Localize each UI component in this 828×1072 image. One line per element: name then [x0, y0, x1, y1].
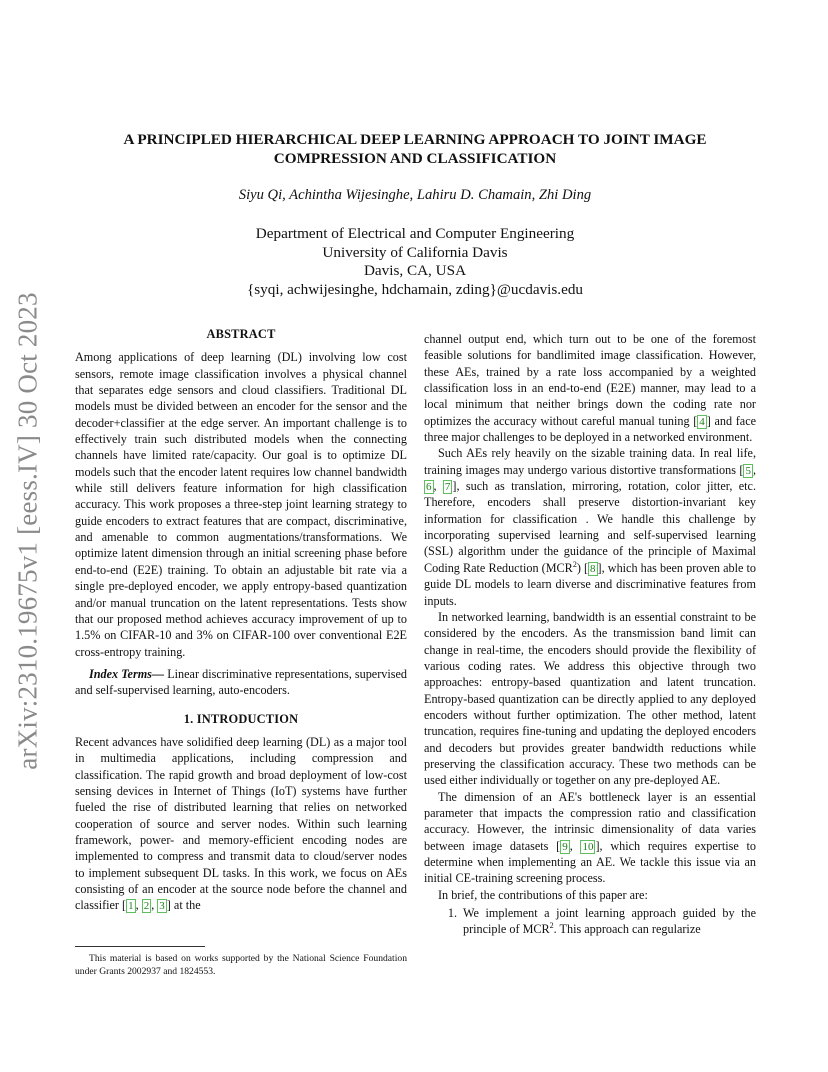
paragraph: channel output end, which turn out to be one of the foremost feasible solutions for bandlimited image classification. However, these AEs, trained by a rate loss accompanied by a weighted classification loss in an end-to-end (E2E) manner, may lead to a local minimum that neither brings down the coding rate nor optimizes the accuracy without careful manual tuning [ 4 ] and face three major challenges to be deployed in a networked environment. — [424, 332, 757, 445]
contribution-text — [463, 905, 756, 938]
paragraph-text: , such as translation, mirroring, rotation, color jitter, etc. Therefore, encoders shall preserve distortion-invariant key information for classification . We handle this challenge by incorporating supervised learning and self-supervised learning (SSL) algorithm under the guidance of the principle of Maximal Coding Rate Reduction (MCR — [424, 479, 757, 575]
citation-link[interactable]: 6 — [426, 481, 432, 494]
paragraph-text: , which has been proven able to guide DL models to learn diverse and discriminative features from inputs. — [424, 560, 756, 608]
footnote — [75, 946, 407, 978]
title-line-2: COMPRESSION AND CLASSIFICATION — [273, 150, 557, 167]
affiliation-emails: {syqi, achwijesinghe, hdchamain, zding}@ucdavis.edu — [246, 281, 584, 299]
superscript: 2 — [549, 921, 554, 931]
arxiv-sidebar — [0, 286, 56, 776]
index-terms-label: Index Terms— — [89, 666, 165, 681]
contribution-number: 1. — [447, 906, 457, 921]
paragraph-text: ) — [576, 560, 584, 575]
citation-link[interactable]: 9 — [562, 840, 568, 853]
citation-link[interactable]: 8 — [590, 562, 596, 575]
intro-heading: 1. INTRODUCTION — [183, 711, 299, 726]
paragraph-text: We implement a joint learning approach guided by the principle of MCR — [463, 906, 756, 937]
affiliation — [88, 225, 742, 300]
paragraph-text: channel output end, which turn out to be one of the foremost feasible solutions for bandlimited image classification. However, these AEs, trained by a rate loss accompanied by a weighted classification loss in an end-to-end (E2E) manner, may lead to a local minimum that neither brings down the coding rate nor optimizes the accuracy without careful manual tuning — [424, 332, 756, 428]
citation-link[interactable]: 7 — [444, 481, 451, 494]
citation-link[interactable]: 2 — [143, 900, 150, 913]
footnote-rule — [75, 946, 205, 947]
superscript: 2 — [572, 559, 577, 569]
paragraph-text: Such AEs rely heavily on the sizable training data. In real life, training images may undergo various distortive transformations — [424, 446, 756, 477]
arxiv-id: arXiv:2310.19675v1 [eess.IV] 30 Oct 2023 — [12, 292, 43, 770]
index-terms — [75, 666, 407, 699]
affiliation-university: University of California Davis — [322, 243, 508, 261]
footnote-text: This material is based on works supported by the National Science Foundation under Grants 2002937 and 1824553. — [75, 953, 407, 977]
paragraph-text: and face three major challenges to be deployed in a networked environment. — [424, 413, 757, 445]
intro-text-end: at the — [170, 898, 201, 913]
affiliation-department: Department of Electrical and Computer Engineering — [255, 225, 575, 242]
right-column — [424, 331, 756, 938]
affiliation-location: Davis, CA, USA — [363, 262, 467, 280]
citation-link[interactable]: 3 — [159, 900, 165, 913]
paragraph-text: The dimension of an AE's bottleneck layer is an essential parameter that impacts the compression ratio and classification accuracy. However, the intrinsic dimensionality of data varies between image datasets — [424, 789, 756, 853]
index-terms-text: Linear discriminative representations, supervised and self-supervised learning, auto-encoders. — [75, 666, 407, 698]
paragraph-text: . This approach can regularize — [553, 922, 701, 937]
intro-text: Recent advances have solidified deep learning (DL) as a major tool in multimedia applications, including compression and classification. The rapid growth and broad deployment of low-cost sensing devices in Internet of Things (IoT) systems have further fueled the rise of distributed learning that relies on networked cooperation of source and server nodes. Within such learning framework, power- and memory-efficient encoding nodes are implemented to compress and transmit data to cloud/server nodes to implement subsequent DL tasks. In this work, we focus on AEs consisting of an encoder at the source node before the channel and classifier — [75, 734, 407, 913]
paragraph: In networked learning, bandwidth is an essential constraint to be considered by the encoders. As the transmission band limit can change in real-time, the encoders should provide the flexibility of various coding rates. We address this objective through two approaches: entropy-based quantization and latent truncation. Entropy-based quantization can be directly applied to any deployed encoders without further optimization. The other method, latent truncation, requires fine-tuning and updating the deployed encoders and decoders but provides greater bandwidth reductions while preserving the classification accuracy. These two methods can be used either individually or together on any pre-deployed AE. — [424, 609, 756, 788]
intro-paragraph: Recent advances have solidified deep learning (DL) as a major tool in multimedia applications, including compression and classification. The rapid growth and broad deployment of low-cost sensing devices in Internet of Things (IoT) systems have further fueled the rise of distributed learning that relies on networked cooperation of source and server nodes. Within such learning framework, power- and memory-efficient encoding nodes are implemented to compress and transmit data to cloud/server nodes to implement subsequent DL tasks. In this work, we focus on AEs consisting of an encoder at the source node before the channel and classifier [ 1 , 2 , 3 ] at the — [75, 734, 407, 913]
citation-link[interactable]: 1 — [128, 900, 134, 913]
paragraph: Such AEs rely heavily on the sizable training data. In real life, training images may undergo various distortive transformations [ 5 , 6 , 7 ], such as translation, mirroring, rotation, color jitter, etc. Therefore, encoders shall preserve distortion-invariant key information for classification . We handle this challenge by incorporating supervised learning and self-supervised learning (SSL) algorithm under the guidance of the principle of Maximal Coding Rate Reduction (MCR$^2$) [ 8 ], which has been proven able to guide DL models to learn diverse and discriminative features from inputs. — [424, 446, 757, 608]
left-column — [75, 326, 407, 914]
citation-link[interactable]: 10 — [582, 840, 594, 853]
citation-link[interactable]: 5 — [745, 464, 751, 477]
contribution-item — [424, 905, 756, 938]
citation-link[interactable]: 4 — [699, 415, 705, 428]
paragraph: The dimension of an AE's bottleneck layer is an essential parameter that impacts the compression ratio and classification accuracy. However, the intrinsic dimensionality of data varies between image datasets [ 9 , 10 ], which requires expertise to determine when implementing an AE. We tackle this issue via an initial CE-training screening process. — [424, 789, 756, 886]
abstract-heading: ABSTRACT — [206, 327, 276, 341]
paragraph-text: , which requires expertise to determine when implementing an AE. We tackle this issue via an initial CE-training screening process. — [424, 838, 756, 886]
abstract-text: Among applications of deep learning (DL) involving low cost sensors, remote image classification involves a physical channel that separates edge sensors and cloud classifiers. Traditional DL models must be divided between an encoder for the sensor and the decoder+classifier at the edge server. An important challenge is to effectively train such distributed models when the connecting channels have limited rate/capacity. Our goal is to optimize DL models such that the encoder latent requires low channel bandwidth while still delivers feature information for high classification accuracy. This work proposes a three-step joint learning strategy to guide encoders to extract features that are compact, discriminative, and amenable to common augmentations/transformations. We optimize latent dimension through an initial screening phase before end-to-end (E2E) training. To obtain an adjustable bit rate via a single pre-deployed encoder, we apply entropy-based quantization and/or manual truncation on the latent representations. Tests show that our proposed method achieves accuracy improvement of up to 1.5% on CIFAR-10 and 3% on CIFAR-100 over conventional E2E cross-entropy training. — [75, 350, 407, 659]
paper-title — [88, 130, 742, 168]
author-list: Siyu Qi, Achintha Wijesinghe, Lahiru D. Chamain, Zhi Ding — [238, 187, 592, 203]
paragraph: In brief, the contributions of this paper are: — [438, 887, 648, 902]
title-line-1: A PRINCIPLED HIERARCHICAL DEEP LEARNING APPROACH TO JOINT IMAGE — [123, 131, 707, 148]
